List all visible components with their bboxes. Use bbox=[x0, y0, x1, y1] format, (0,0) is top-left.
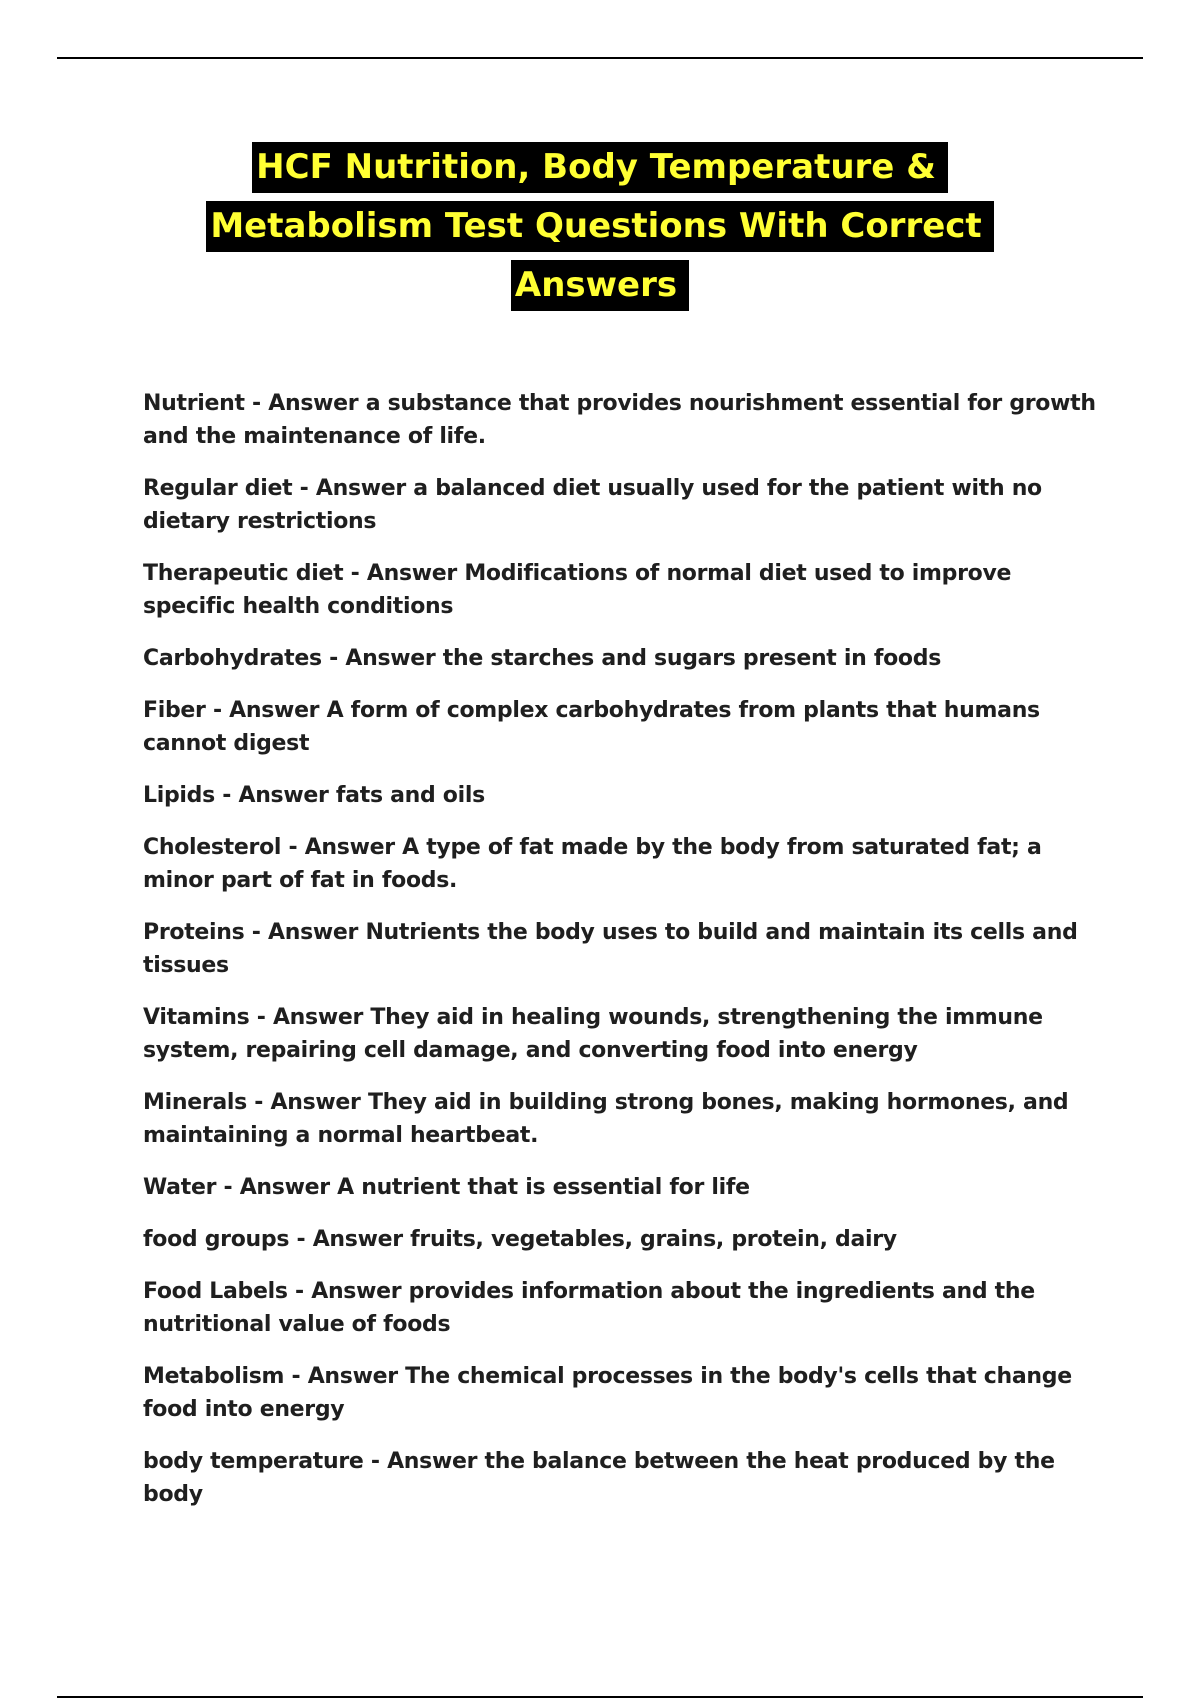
title-line-1: HCF Nutrition, Body Temperature & bbox=[252, 142, 948, 193]
qa-separator: - bbox=[246, 1090, 271, 1115]
qa-answer: provides information about the ingredients and the nutritional value of foods bbox=[143, 1279, 1035, 1337]
qa-answer: They aid in building strong bones, making hormones, and maintaining a normal heartbeat. bbox=[143, 1090, 1069, 1148]
qa-separator: - bbox=[343, 561, 367, 586]
qa-item bbox=[143, 831, 1103, 897]
qa-item bbox=[143, 694, 1103, 760]
qa-term: Metabolism bbox=[143, 1364, 285, 1389]
qa-separator: - bbox=[214, 783, 239, 808]
qa-answer-prefix: Answer bbox=[304, 835, 403, 860]
qa-item bbox=[143, 472, 1103, 538]
qa-answer-prefix: Answer bbox=[268, 920, 366, 945]
bottom-rule bbox=[57, 1696, 1143, 1698]
qa-answer: A nutrient that is essential for life bbox=[337, 1175, 750, 1200]
qa-answer: A form of complex carbohydrates from plants that humans cannot digest bbox=[143, 698, 1040, 756]
qa-item bbox=[143, 1445, 1103, 1511]
qa-separator: - bbox=[289, 1227, 313, 1252]
document-title bbox=[0, 142, 1200, 319]
qa-term: Regular diet bbox=[143, 476, 293, 501]
qa-term: Therapeutic diet bbox=[143, 561, 344, 586]
qa-answer: A type of fat made by the body from saturated fat; a minor part of fat in foods. bbox=[143, 835, 1042, 893]
qa-item bbox=[143, 916, 1103, 982]
qa-term: Minerals bbox=[143, 1090, 247, 1115]
qa-item bbox=[143, 1001, 1103, 1067]
qa-answer: fruits, vegetables, grains, protein, dairy bbox=[410, 1227, 897, 1252]
qa-answer: The chemical processes in the body's cells that change food into energy bbox=[143, 1364, 1072, 1422]
qa-answer-prefix: Answer bbox=[270, 1090, 368, 1115]
qa-answer: Nutrients the body uses to build and maintain its cells and tissues bbox=[143, 920, 1078, 978]
qa-separator: - bbox=[284, 1364, 308, 1389]
title-line-3: Answers bbox=[511, 260, 689, 311]
qa-answer: fats and oils bbox=[335, 783, 485, 808]
qa-answer-prefix: Answer bbox=[239, 1175, 338, 1200]
qa-answer-prefix: Answer bbox=[387, 1449, 485, 1474]
qa-term: Cholesterol bbox=[143, 835, 282, 860]
qa-term: Nutrient bbox=[143, 391, 245, 416]
qa-item bbox=[143, 642, 1103, 675]
qa-item bbox=[143, 1171, 1103, 1204]
qa-answer-prefix: Answer bbox=[366, 561, 465, 586]
qa-term: food groups bbox=[143, 1227, 290, 1252]
qa-answer: a balanced diet usually used for the patient with no dietary restrictions bbox=[143, 476, 1042, 534]
qa-answer: the balance between the heat produced by the body bbox=[143, 1449, 1055, 1507]
qa-term: Proteins bbox=[143, 920, 245, 945]
qa-separator: - bbox=[205, 698, 230, 723]
qa-term: Carbohydrates bbox=[143, 646, 322, 671]
qa-separator: - bbox=[216, 1175, 240, 1200]
qa-item bbox=[143, 1223, 1103, 1256]
qa-answer-prefix: Answer bbox=[315, 476, 414, 501]
qa-answer-prefix: Answer bbox=[345, 646, 443, 671]
qa-list bbox=[143, 387, 1103, 1530]
qa-term: Fiber bbox=[143, 698, 206, 723]
qa-answer-prefix: Answer bbox=[238, 783, 336, 808]
qa-item bbox=[143, 1086, 1103, 1152]
qa-separator: - bbox=[249, 1005, 273, 1030]
qa-item bbox=[143, 387, 1103, 453]
qa-separator: - bbox=[244, 920, 268, 945]
qa-item bbox=[143, 779, 1103, 812]
qa-item bbox=[143, 1360, 1103, 1426]
qa-separator: - bbox=[281, 835, 305, 860]
qa-term: Lipids bbox=[143, 783, 215, 808]
qa-separator: - bbox=[287, 1279, 312, 1304]
qa-term: Water bbox=[143, 1175, 217, 1200]
qa-answer-prefix: Answer bbox=[307, 1364, 406, 1389]
qa-separator: - bbox=[363, 1449, 388, 1474]
qa-separator: - bbox=[292, 476, 316, 501]
qa-answer-prefix: Answer bbox=[268, 391, 366, 416]
qa-term: Food Labels bbox=[143, 1279, 288, 1304]
qa-answer: They aid in healing wounds, strengthening the immune system, repairing cell damage, and converting food into energy bbox=[143, 1005, 1043, 1063]
title-line-2: Metabolism Test Questions With Correct bbox=[206, 201, 993, 252]
qa-item bbox=[143, 557, 1103, 623]
qa-answer: a substance that provides nourishment essential for growth and the maintenance of life. bbox=[143, 391, 1096, 449]
qa-separator: - bbox=[244, 391, 269, 416]
qa-answer: Modifications of normal diet used to improve specific health conditions bbox=[143, 561, 1012, 619]
top-rule bbox=[57, 57, 1143, 59]
qa-answer-prefix: Answer bbox=[312, 1227, 411, 1252]
qa-item bbox=[143, 1275, 1103, 1341]
qa-term: body temperature bbox=[143, 1449, 364, 1474]
qa-term: Vitamins bbox=[143, 1005, 250, 1030]
qa-answer-prefix: Answer bbox=[272, 1005, 371, 1030]
qa-answer-prefix: Answer bbox=[229, 698, 327, 723]
qa-answer: the starches and sugars present in foods bbox=[442, 646, 941, 671]
qa-separator: - bbox=[321, 646, 346, 671]
qa-answer-prefix: Answer bbox=[311, 1279, 409, 1304]
